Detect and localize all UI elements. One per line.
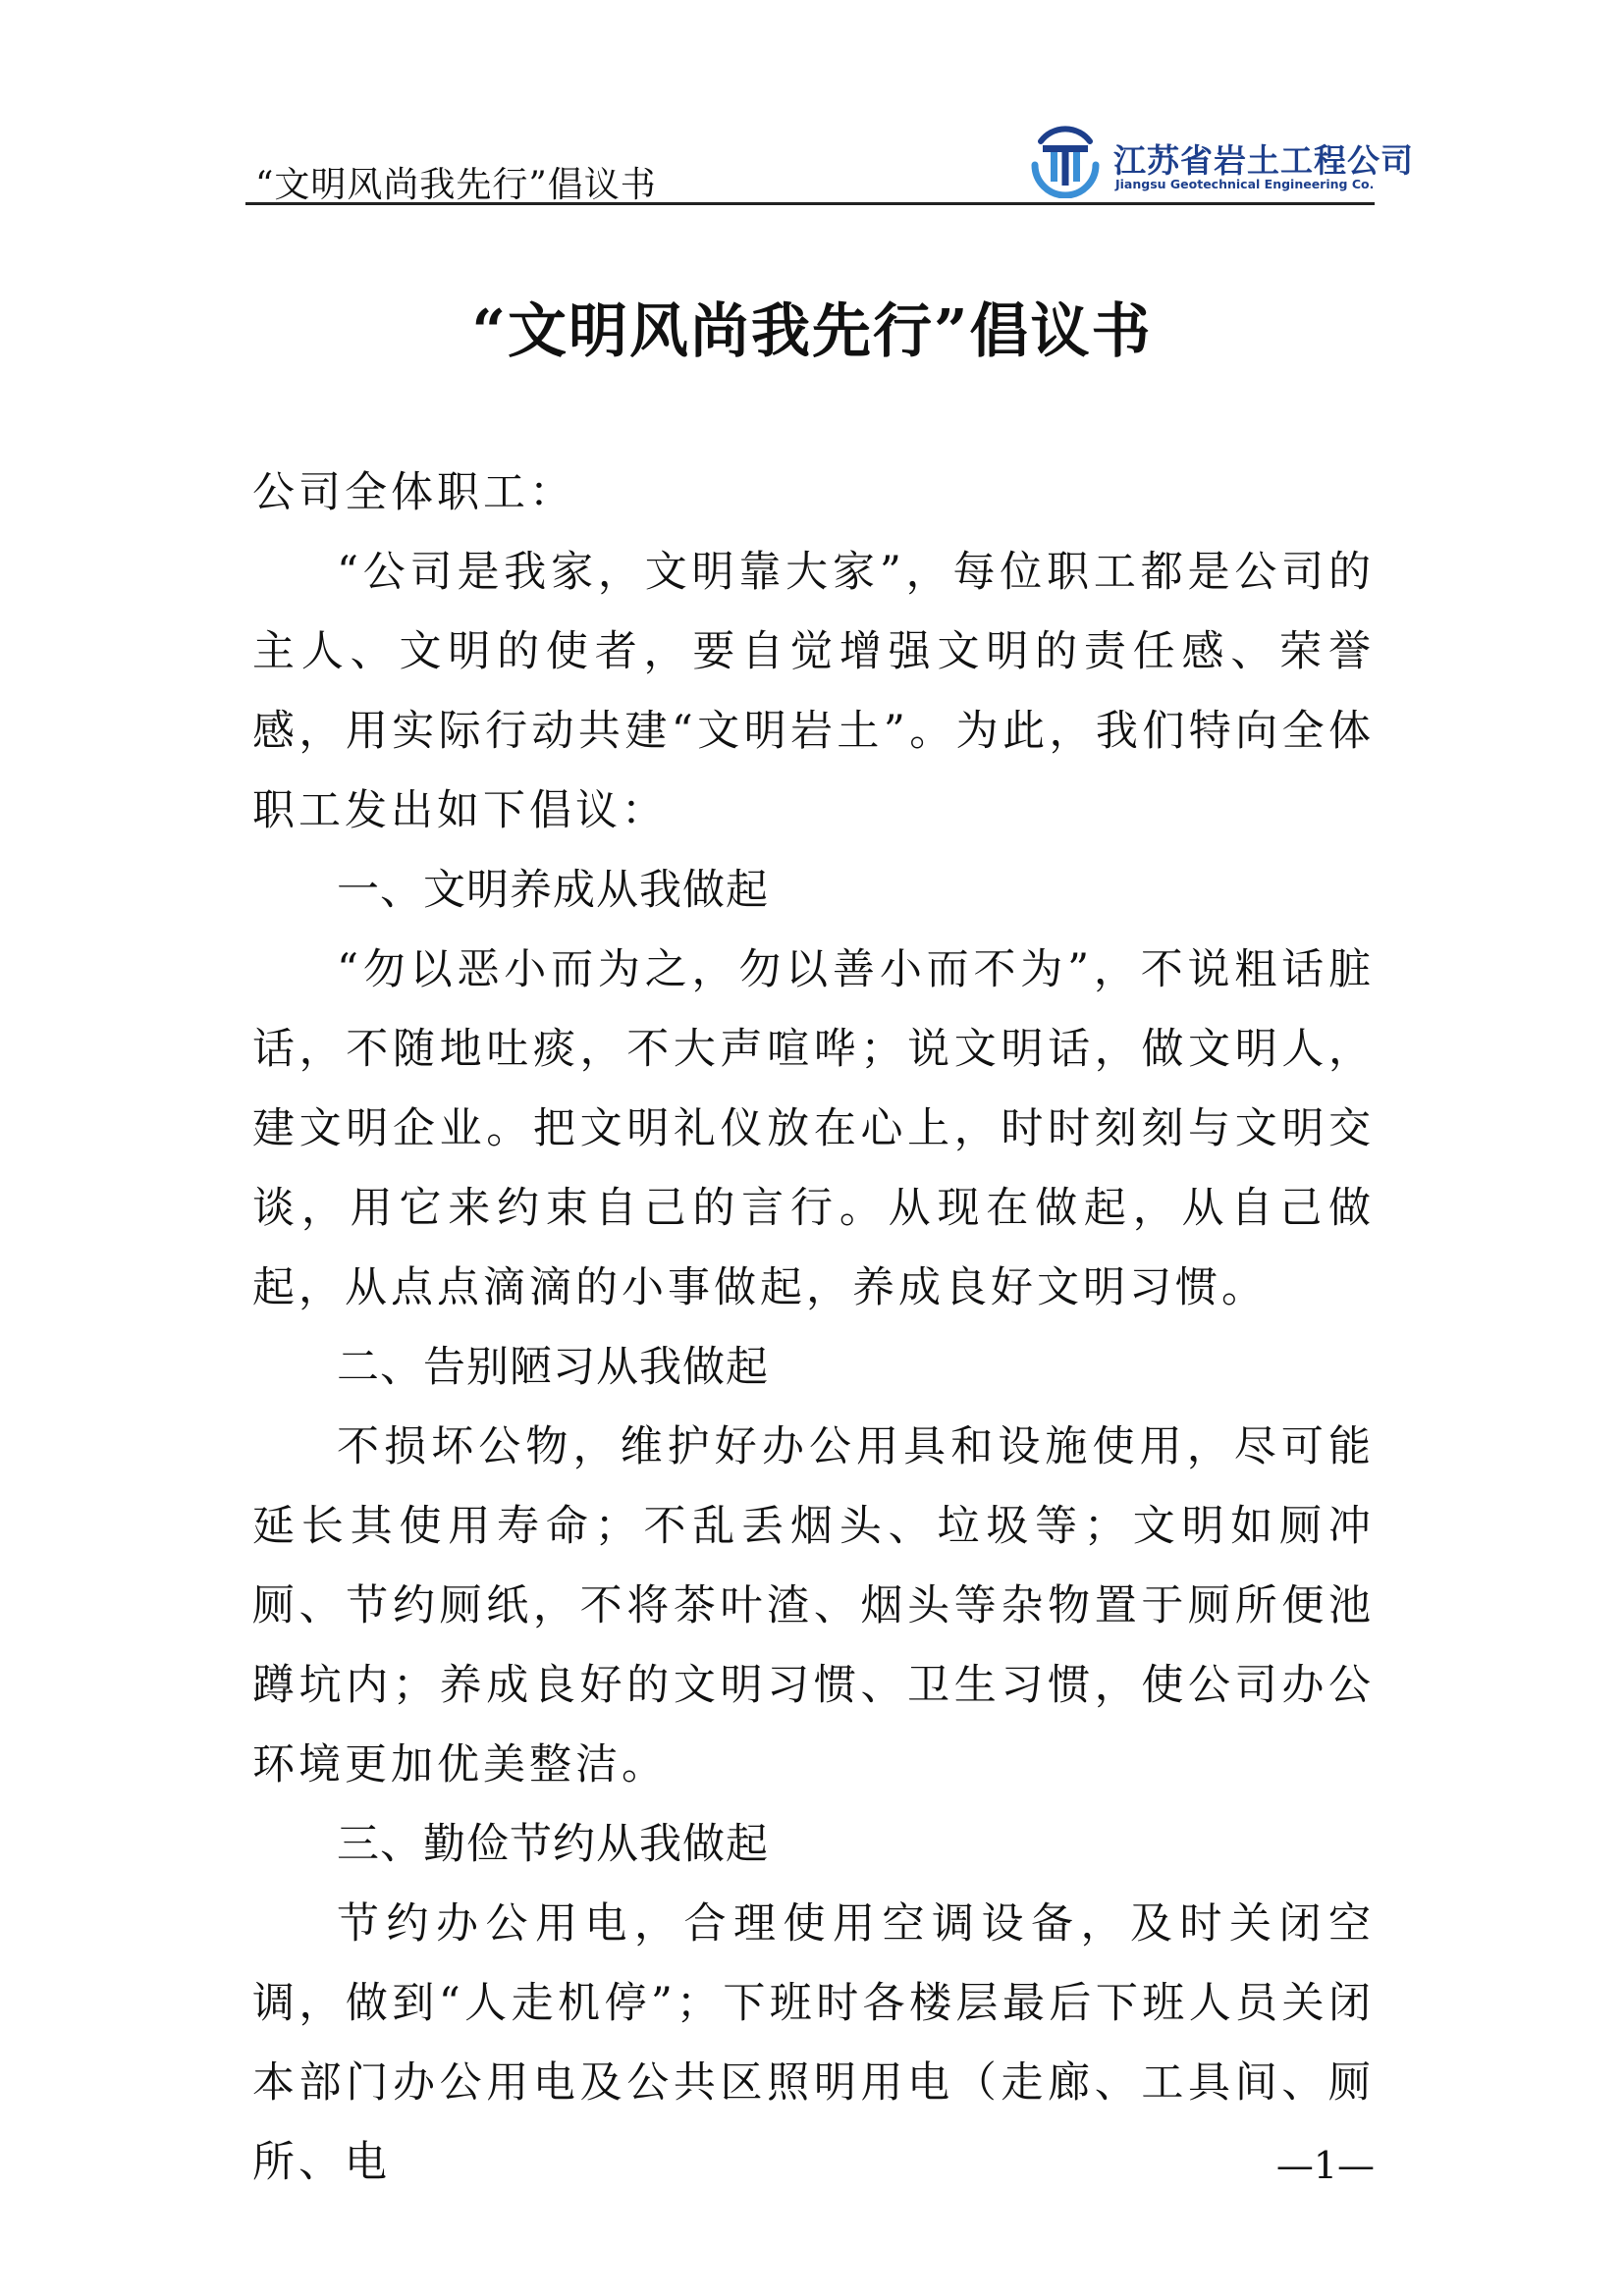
salutation: 公司全体职工： [252, 468, 575, 517]
document-title: “文明风尚我先行”倡议书 [471, 297, 1153, 366]
page-header [245, 118, 1414, 205]
section-paragraph-2: 不损坏公物，维护好办公用具和设施使用，尽可能延长其使用寿命；不乱丢烟头、垃圾等；文明如厕冲厕、节约厕纸，不将茶叶渣、烟头等杂物置于厕所便池蹲坑内；养成良好的文明习惯、卫生习惯，使公司办公环境更加优美整洁。 [252, 1422, 1375, 1789]
logo-company-name-en: Jiangsu Geotechnical Engineering Co. [1115, 177, 1375, 191]
intro-paragraph: “公司是我家，文明靠大家”，每位职工都是公司的主人、文明的使者，要自觉增强文明的责任感、荣誉感，用实际行动共建“文明岩土”。为此，我们特向全体职工发出如下倡议： [252, 548, 1375, 835]
section-heading-3: 三、勤俭节约从我做起 [337, 1820, 769, 1869]
logo-company-name: 江苏省岩土工程公司 [1113, 141, 1414, 180]
section-heading-2: 二、告别陋习从我做起 [337, 1343, 769, 1392]
company-logo [1021, 122, 1414, 198]
section-heading-1: 一、文明养成从我做起 [337, 866, 769, 915]
header-divider [245, 202, 1375, 205]
section-paragraph-3: 节约办公用电，合理使用空调设备，及时关闭空调，做到“人走机停”；下班时各楼层最后下班人员关闭本部门办公用电及公共区照明用电（走廊、工具间、厕所、电 [252, 1899, 1375, 2187]
page-number: —1— [1275, 2144, 1375, 2187]
header-title: “文明风尚我先行”倡议书 [255, 165, 657, 205]
section-paragraph-1: “勿以恶小而为之，勿以善小而不为”，不说粗话脏话，不随地吐痰，不大声喧哗；说文明话，做文明人，建文明企业。把文明礼仪放在心上，时时刻刻与文明交谈，用它来约束自己的言行。从现在做起，从自己做起，从点点滴滴的小事做起，养成良好文明习惯。 [252, 945, 1375, 1312]
document-body [252, 454, 1375, 2203]
company-logo-icon [1021, 122, 1110, 198]
